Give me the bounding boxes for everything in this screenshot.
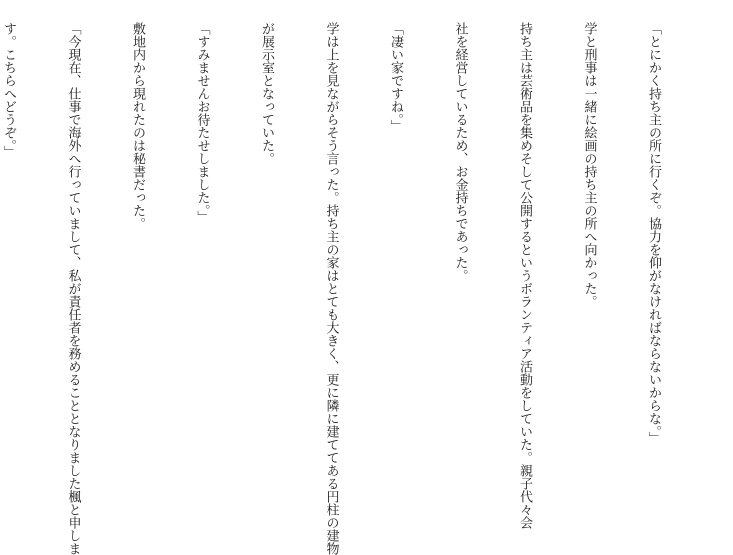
text-line: 「今現在、仕事で海外へ行っていまして、私が責任者を務めることとなりました楓と申しま — [65, 22, 81, 555]
text-line: が展示室となっていた。 — [259, 22, 274, 165]
text-line: 「すみませんお待たせしました。」 — [194, 22, 210, 224]
text-line: 持ち主は芸術品を集めそして公開するというボランティア活動をしていた。親子代々会 — [517, 22, 532, 529]
text-line: 学は上を見ながらそう言った。持ち主の家はとても大きく、更に隣に建ててある円柱の建物 — [323, 22, 339, 555]
text-line: 敷地内から現れたのは秘書だった。 — [130, 22, 145, 230]
text-line: 学と刑事は一緒に絵画の持ち主の所へ向かった。 — [581, 22, 597, 308]
text-line: 社を経営しているため、お金持ちであった。 — [452, 22, 468, 282]
vertical-text-body — [0, 22, 707, 555]
text-line: 「とにかく持ち主の所に行くぞ。協力を仰がなければならないからな。」 — [646, 22, 661, 445]
text-line: す。こちらへどうぞ。」 — [1, 22, 16, 159]
text-line: 「凄い家ですね。」 — [388, 22, 403, 133]
